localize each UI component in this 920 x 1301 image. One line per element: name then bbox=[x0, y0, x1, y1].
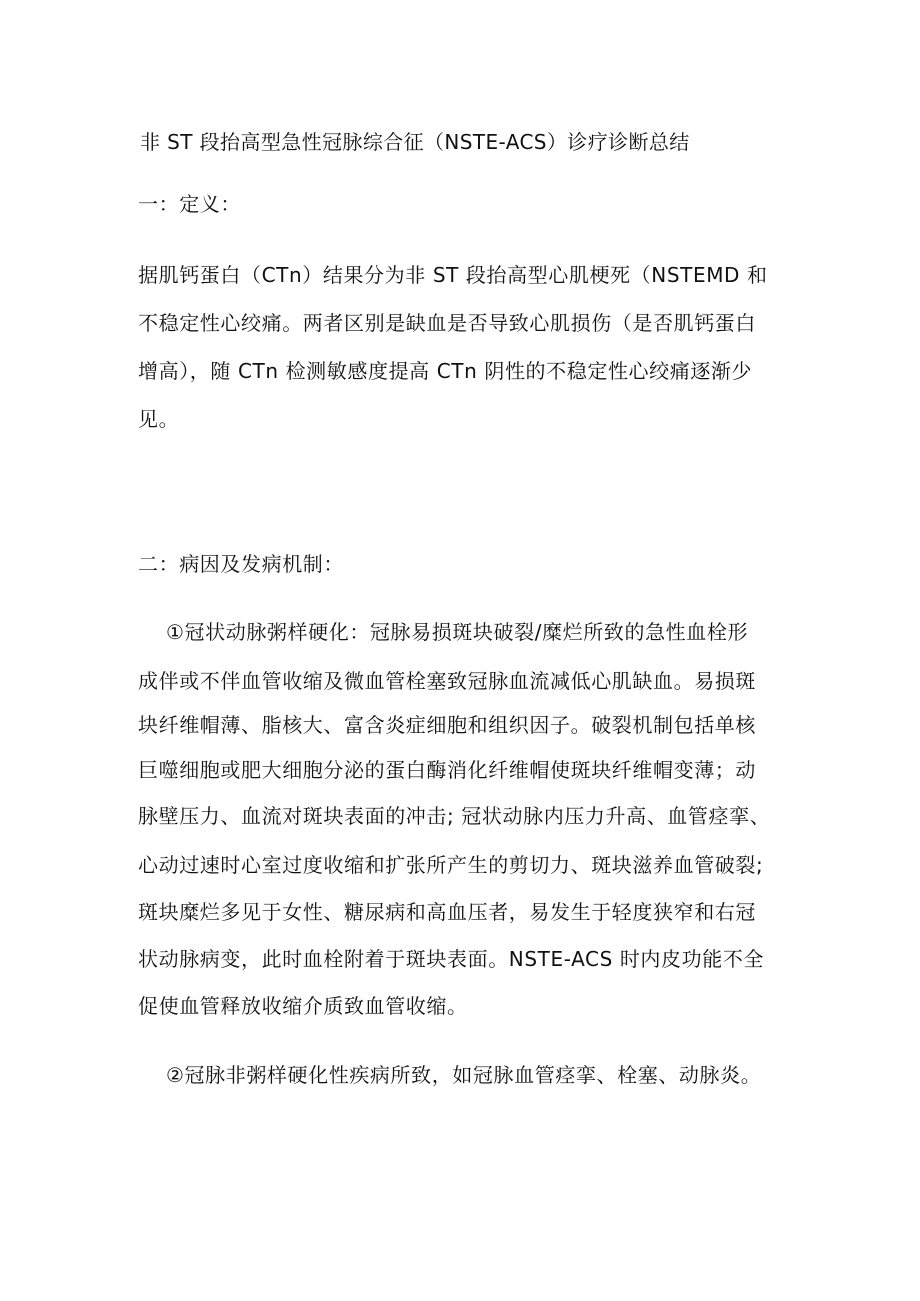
paragraph-line: 心动过速时心室过度收缩和扩张所产生的剪切力、斑块滋养血管破裂; bbox=[138, 853, 764, 877]
paragraph-line: 见。 bbox=[138, 407, 180, 431]
paragraph-line: 状动脉病变，此时血栓附着于斑块表面。NSTE-ACS 时内皮功能不全 bbox=[138, 947, 765, 971]
paragraph-line: ①冠状动脉粥样硬化：冠脉易损斑块破裂/糜烂所致的急性血栓形 bbox=[166, 620, 749, 644]
section-heading-etiology: 二：病因及发病机制： bbox=[138, 552, 344, 576]
section-heading-definition: 一：定义： bbox=[138, 192, 241, 216]
paragraph-line: 不稳定性心绞痛。两者区别是缺血是否导致心肌损伤（是否肌钙蛋白 bbox=[138, 311, 756, 335]
paragraph-line: 巨噬细胞或肥大细胞分泌的蛋白酶消化纤维帽使斑块纤维帽变薄；动 bbox=[138, 758, 756, 782]
paragraph-line: 斑块糜烂多见于女性、糖尿病和高血压者，易发生于轻度狭窄和右冠 bbox=[138, 900, 756, 924]
document-title: 非 ST 段抬高型急性冠脉综合征（NSTE-ACS）诊疗诊断总结 bbox=[140, 130, 690, 154]
paragraph-line: 块纤维帽薄、脂核大、富含炎症细胞和组织因子。破裂机制包括单核 bbox=[138, 713, 756, 737]
paragraph-line: 增高），随 CTn 检测敏感度提高 CTn 阴性的不稳定性心绞痛逐渐少 bbox=[138, 359, 753, 383]
paragraph-line: 据肌钙蛋白（CTn）结果分为非 ST 段抬高型心肌梗死（NSTEMD 和 bbox=[138, 263, 768, 287]
paragraph-line: 促使血管释放收缩介质致血管收缩。 bbox=[138, 994, 468, 1018]
paragraph-line: ②冠脉非粥样硬化性疾病所致，如冠脉血管痉挛、栓塞、动脉炎。 bbox=[166, 1063, 762, 1087]
paragraph-line: 脉壁压力、血流对斑块表面的冲击; 冠状动脉内压力升高、血管痉挛、 bbox=[138, 804, 771, 828]
paragraph-line: 成伴或不伴血管收缩及微血管栓塞致冠脉血流减低心肌缺血。易损斑 bbox=[138, 669, 756, 693]
